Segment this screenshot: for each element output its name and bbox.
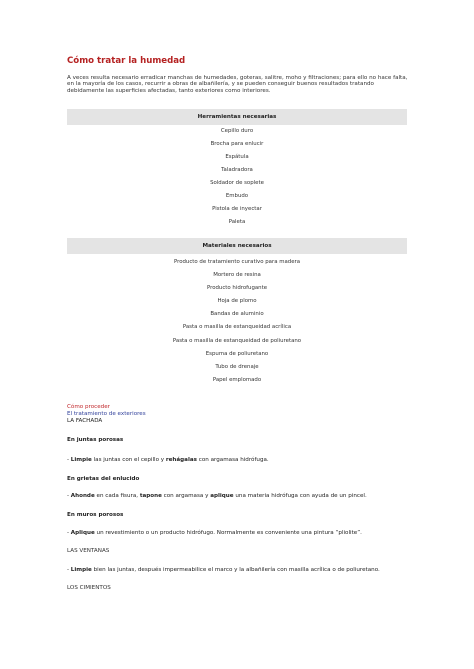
juntas-heading: En juntas porosas [67,437,124,443]
list-item: Mortero de resina [213,272,261,279]
list-item: Cepillo duro [220,128,254,134]
grietas-paragraph: - Ahonde en cada fisura, tapone con argamasa y aplique una materia hidrófuga con ayuda de un pincel. [67,493,367,499]
list-item: Bandas de aluminio [210,311,264,318]
materials-list [67,256,407,387]
list-item: Pasta o masilla de estanqueidad acrílica [182,324,292,331]
muros-paragraph: - Aplique un revestimiento o un producto hidrófugo. Normalmente es conveniente una pintura “pliolite”. [67,530,362,536]
list-item: Producto de tratamiento curativo para madera [173,259,301,265]
section-links [67,404,146,426]
list-item: Pasta o masilla de estanqueidad de poliuretano [172,337,302,344]
grietas-heading: En grietas del enlucido [67,476,140,482]
list-item: Embudo [225,193,249,199]
list-item: Papel emplomado [212,376,262,383]
list-item: Espuma de poliuretano [205,350,269,357]
fachada-heading: LA FACHADA [67,418,103,425]
muros-heading: En muros porosos [67,512,124,518]
intro-paragraph: A veces resulta necesario erradicar manchas de humedades, goteras, salitre, moho y filtraciones; para ello no hace falta, en la mayoría de los casos, recurrir a obras de albañilería, y se pueden conseguir buenos resultados tratando debidamente las superficies afectadas, tanto exteriores como interiores. [67,75,408,94]
tools-list [67,125,407,229]
list-item: Tubo de drenaje [215,363,259,370]
page-title: Cómo tratar la humedad [67,56,186,66]
tools-table-header: Herramientas necesarias [67,109,407,125]
list-item: Taladradora [221,167,253,173]
materials-table-header: Materiales necesarios [67,238,407,254]
tratamiento-exteriores-link[interactable]: El tratamiento de exteriores [67,411,146,418]
list-item: Producto hidrofugante [206,285,268,292]
list-item: Brocha para enlucir [210,141,264,147]
list-item: Hoja de plomo [217,298,257,305]
list-item: Pistola de inyectar [212,206,262,212]
list-item: Paleta [228,219,246,225]
ventanas-heading: LAS VENTANAS [67,548,110,554]
cimientos-heading: LOS CIMIENTOS [67,585,111,591]
list-item: Espátula [225,154,249,160]
ventanas-paragraph: - Limpie bien las juntas, después impermeabilice el marco y la albañilería con masilla acrílica o de poliuretano. [67,567,380,573]
como-proceder-link[interactable]: Cómo proceder [67,404,110,410]
juntas-paragraph: - Limpie las juntas con el cepillo y rehágalas con argamasa hidrófuga. [67,457,269,463]
list-item: Soldador de soplete [210,180,264,186]
